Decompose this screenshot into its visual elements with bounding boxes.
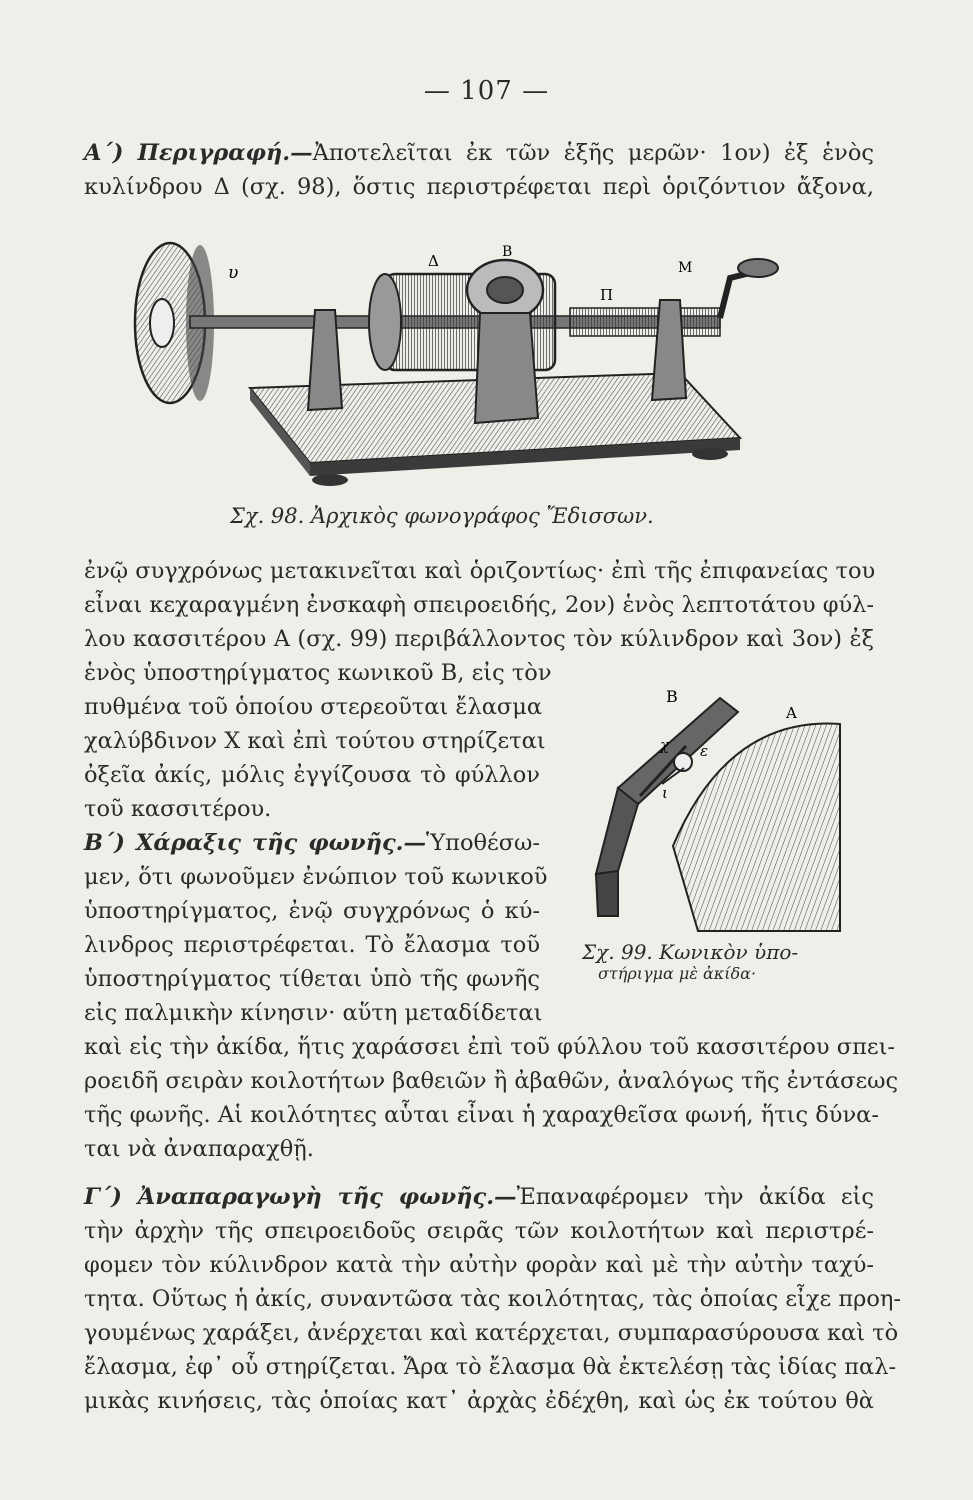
body-short-line-1: ἑνὸς ὑποστηρίγματος κωνικοῦ Β, εἰς τὸν xyxy=(84,660,552,686)
section-b-heading: Β΄) Χάραξις τῆς φωνῆς.— xyxy=(84,830,427,856)
figure-98-phonograph xyxy=(120,238,780,500)
section-c-line-7: μικὰς κινήσεις, τὰς ὁποίας κατ᾽ ἀρχὰς ἐδέχθη, καὶ ὡς ἐκ τούτου θὰ xyxy=(84,1388,874,1414)
section-c-line-6: ἔλασμα, ἐφ᾽ οὗ στηρίζεται. Ἄρα τὸ ἔλασμα θὰ ἐκτελέσῃ τὰς ἰδίας παλ- xyxy=(84,1354,897,1380)
fig99-label-alpha: Α xyxy=(786,704,797,722)
body-short-line-4: ὀξεῖα ἀκίς, μόλις ἐγγίζουσα τὸ φύλλον xyxy=(84,762,540,788)
figure-99-conical-support xyxy=(578,676,858,938)
section-c-heading: Γ΄) Ἀναπαραγωγὴ τῆς φωνῆς.— xyxy=(84,1184,517,1210)
section-c-line-4: τητα. Οὕτως ἡ ἀκίς, συναντῶσα τὰς κοιλότητας, τὰς ὁποίας εἶχε προη- xyxy=(84,1286,901,1312)
fig98-label-mu: Μ xyxy=(678,260,693,276)
body-short-line-2: πυθμένα τοῦ ὁποίου στερεοῦται ἔλασμα xyxy=(84,694,543,720)
body-line-3: λου κασσιτέρου Α (σχ. 99) περιβάλλοντος τὸν κύλινδρον καὶ 3ον) ἐξ xyxy=(84,626,874,652)
fig98-label-beta: Β xyxy=(502,244,513,260)
section-b-line-7: καὶ εἰς τὴν ἀκίδα, ἥτις χαράσσει ἐπὶ τοῦ φύλλου τοῦ κασσιτέρου σπει- xyxy=(84,1034,895,1060)
section-a-heading: Α΄) Περιγραφή.— xyxy=(84,140,313,166)
section-b-line-4: λινδρος περιστρέφεται. Τὸ ἔλασμα τοῦ xyxy=(84,932,540,958)
fig99-label-iota: ι xyxy=(662,784,668,802)
figure-99-caption-line-2: στήριγμα μὲ ἀκίδα· xyxy=(598,964,757,983)
section-b-line-5: ὑποστηρίγματος τίθεται ὑπὸ τῆς φωνῆς xyxy=(84,966,540,992)
section-c-line-1: Γ΄) Ἀναπαραγωγὴ τῆς φωνῆς.—Ἐπαναφέρομεν τὴν ἀκίδα εἰς xyxy=(84,1184,874,1210)
section-b-line-10: ται νὰ ἀναπαραχθῇ. xyxy=(84,1136,314,1162)
section-b-line-3: ὑποστηρίγματος, ἐνῷ συγχρόνως ὁ κύ- xyxy=(84,898,540,924)
figure-99-caption-line-1: Σχ. 99. Κωνικὸν ὑπο- xyxy=(582,940,799,964)
fig99-label-beta: Β xyxy=(666,687,678,706)
body-short-line-5: τοῦ κασσιτέρου. xyxy=(84,796,272,822)
section-c-line-5: γουμένως χαράξει, ἀνέρχεται καὶ κατέρχεται, συμπαρασύρουσα καὶ τὸ xyxy=(84,1320,899,1346)
section-a-line-1: Α΄) Περιγραφή.—Ἀποτελεῖται ἐκ τῶν ἑξῆς μερῶν· 1ον) ἐξ ἑνὸς xyxy=(84,140,874,166)
section-b-line-9: τῆς φωνῆς. Αἱ κοιλότητες αὗται εἶναι ἡ χαραχθεῖσα φωνή, ἥτις δύνα- xyxy=(84,1102,879,1128)
figure-98-caption: Σχ. 98. Ἀρχικὸς φωνογράφος Ἔδισσων. xyxy=(230,504,654,528)
fig98-label-upsilon: υ xyxy=(228,263,239,283)
section-a-line-2: κυλίνδρου Δ (σχ. 98), ὅστις περιστρέφεται περὶ ὁριζόντιον ἄξονα, xyxy=(84,174,874,200)
section-b-line-6: εἰς παλμικὴν κίνησιν· αὕτη μεταδίδεται xyxy=(84,1000,543,1026)
body-short-line-3: χαλύβδινον Χ καὶ ἐπὶ τούτου στηρίζεται xyxy=(84,728,546,754)
section-b-line-8: ροειδῆ σειρὰν κοιλοτήτων βαθειῶν ἢ ἀβαθῶν, ἀναλόγως τῆς ἐντάσεως xyxy=(84,1068,899,1094)
section-b-line-2: μεν, ὅτι φωνοῦμεν ἐνώπιον τοῦ κωνικοῦ xyxy=(84,864,548,890)
fig99-label-chi: χ xyxy=(660,736,670,754)
section-b-line-1: Β΄) Χάραξις τῆς φωνῆς.—Ὑποθέσω- xyxy=(84,830,540,856)
body-line-1: ἐνῷ συγχρόνως μετακινεῖται καὶ ὁριζοντίως· ἐπὶ τῆς ἐπιφανείας του xyxy=(84,558,876,584)
fig98-label-pi: Π xyxy=(600,286,614,304)
body-line-2: εἶναι κεχαραγμένη ἐνσκαφὴ σπειροειδής, 2ον) ἑνὸς λεπτοτάτου φύλ- xyxy=(84,592,874,618)
tinfoil-cylinder xyxy=(673,724,840,931)
fig98-label-delta: Δ xyxy=(428,252,439,270)
section-c-line-3: φομεν τὸν κύλινδρον κατὰ τὴν αὐτὴν φορὰν καὶ μὲ τὴν αὐτὴν ταχύ- xyxy=(84,1252,874,1278)
section-c-line-2: τὴν ἀρχὴν τῆς σπειροειδοῦς σειρᾶς τῶν κοιλοτήτων καὶ περιστρέ- xyxy=(84,1218,874,1244)
page-number: — 107 — xyxy=(423,76,550,106)
fig99-label-epsilon: ε xyxy=(700,742,709,760)
